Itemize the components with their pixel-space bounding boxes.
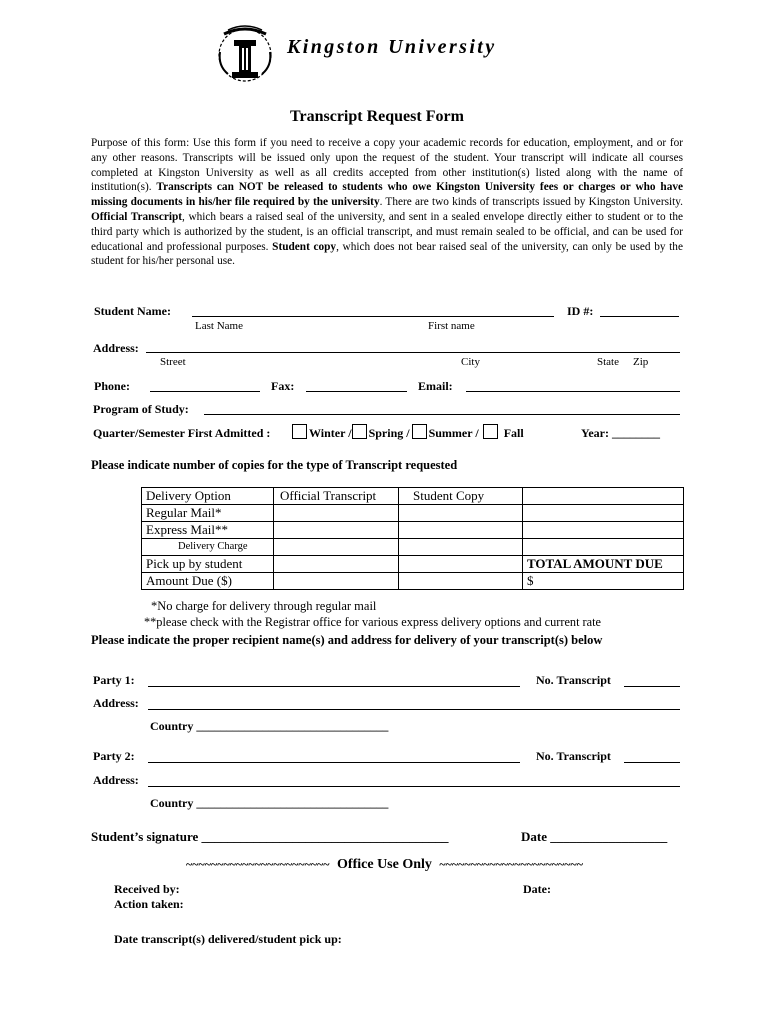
note-express-mail: **please check with the Registrar office for various express delivery options and current rate bbox=[144, 615, 601, 629]
season-options bbox=[292, 424, 524, 441]
copies-heading: Please indicate number of copies for the type of Transcript requested bbox=[91, 458, 458, 472]
purpose-text-3: , which bears a raised seal of the university, and sent in a sealed envelope directly either to student or to the third party which is authorized by the student, is an official transcript, and must remain sealed to be official, and can be used for educational and professional purposes. bbox=[91, 210, 683, 253]
party1-field[interactable] bbox=[148, 686, 520, 687]
recipient-heading: Please indicate the proper recipient name(s) and address for delivery of your transcript(s) below bbox=[91, 633, 603, 647]
charge-blank-cell bbox=[523, 539, 684, 556]
delivery-charge-label: Delivery Charge bbox=[142, 539, 274, 556]
regular-student-cell[interactable] bbox=[399, 505, 523, 522]
party1-label: Party 1: bbox=[93, 673, 135, 687]
regular-official-cell[interactable] bbox=[274, 505, 399, 522]
student-name-label: Student Name: bbox=[94, 304, 171, 318]
last-name-caption: Last Name bbox=[195, 320, 243, 332]
spring-label: Spring / bbox=[368, 426, 410, 440]
signature-date-field[interactable]: Date __________________ bbox=[521, 829, 668, 844]
year-field[interactable]: Year: ________ bbox=[581, 426, 660, 440]
purpose-bold-3: Student copy bbox=[272, 240, 337, 253]
amount-student-cell[interactable] bbox=[399, 573, 523, 590]
state-caption: State bbox=[597, 356, 619, 368]
office-use-heading bbox=[186, 857, 583, 873]
amount-due-label: Amount Due ($) bbox=[142, 573, 274, 590]
blank-header-cell bbox=[523, 488, 684, 505]
total-amount-label: TOTAL AMOUNT DUE bbox=[523, 556, 684, 573]
email-field[interactable] bbox=[466, 391, 680, 392]
express-official-cell[interactable] bbox=[274, 522, 399, 539]
office-use-title: Office Use Only bbox=[337, 857, 432, 872]
pickup-label: Pick up by student bbox=[142, 556, 274, 573]
total-amount-value[interactable]: $ bbox=[523, 573, 684, 590]
delivered-date-label: Date transcript(s) delivered/student pick up: bbox=[114, 932, 342, 946]
party2-field[interactable] bbox=[148, 762, 520, 763]
purpose-paragraph bbox=[91, 136, 683, 269]
form-title: Transcript Request Form bbox=[290, 108, 464, 125]
party2-label: Party 2: bbox=[93, 749, 135, 763]
party2-no-transcript-label: No. Transcript bbox=[536, 749, 611, 763]
student-copy-header: Student Copy bbox=[399, 488, 523, 505]
action-taken-label: Action taken: bbox=[114, 897, 184, 911]
charge-student-cell[interactable] bbox=[399, 539, 523, 556]
pickup-official-cell[interactable] bbox=[274, 556, 399, 573]
regular-mail-label: Regular Mail* bbox=[142, 505, 274, 522]
express-blank-cell bbox=[523, 522, 684, 539]
amount-official-cell[interactable] bbox=[274, 573, 399, 590]
winter-label: Winter / bbox=[309, 426, 352, 440]
copies-table bbox=[141, 487, 684, 590]
email-label: Email: bbox=[418, 379, 453, 393]
office-tilde-right: ~~~~~~~~~~~~~~~~~~~~~~~ bbox=[439, 857, 583, 871]
official-transcript-header: Official Transcript bbox=[274, 488, 399, 505]
program-field[interactable] bbox=[204, 414, 680, 415]
regular-blank-cell bbox=[523, 505, 684, 522]
id-field[interactable] bbox=[600, 316, 679, 317]
program-label: Program of Study: bbox=[93, 402, 189, 416]
zip-caption: Zip bbox=[633, 356, 649, 368]
street-caption: Street bbox=[160, 356, 186, 368]
quarter-label: Quarter/Semester First Admitted : bbox=[93, 426, 271, 440]
spring-checkbox[interactable] bbox=[352, 424, 367, 439]
express-student-cell[interactable] bbox=[399, 522, 523, 539]
fall-label: Fall bbox=[503, 426, 524, 440]
logo-seal-icon bbox=[214, 22, 276, 84]
party2-address-label: Address: bbox=[93, 773, 139, 787]
received-by-label: Received by: bbox=[114, 882, 180, 896]
office-date-label: Date: bbox=[523, 882, 551, 896]
purpose-text-4: , which does not bear raised seal of the university, can only be used by the student for his/her personal use. bbox=[91, 240, 683, 268]
summer-label: Summer / bbox=[428, 426, 479, 440]
party1-address-label: Address: bbox=[93, 696, 139, 710]
party2-country-field[interactable]: Country ________________________________ bbox=[150, 796, 389, 810]
university-logo bbox=[214, 22, 276, 84]
phone-field[interactable] bbox=[150, 391, 260, 392]
party2-no-transcript-field[interactable] bbox=[624, 762, 680, 763]
party1-address-field[interactable] bbox=[148, 709, 680, 710]
fax-label: Fax: bbox=[271, 379, 295, 393]
address-label: Address: bbox=[93, 341, 139, 355]
delivery-option-header: Delivery Option bbox=[142, 488, 274, 505]
phone-label: Phone: bbox=[94, 379, 130, 393]
charge-official-cell[interactable] bbox=[274, 539, 399, 556]
purpose-text-2: . There are two kinds of transcripts issued by Kingston University. bbox=[379, 196, 684, 209]
university-name: Kingston University bbox=[287, 36, 497, 58]
city-caption: City bbox=[461, 356, 480, 368]
party1-no-transcript-field[interactable] bbox=[624, 686, 680, 687]
pickup-student-cell[interactable] bbox=[399, 556, 523, 573]
student-name-field[interactable] bbox=[192, 316, 554, 317]
office-tilde-left: ~~~~~~~~~~~~~~~~~~~~~~~ bbox=[186, 857, 330, 871]
id-label: ID #: bbox=[567, 304, 594, 318]
student-signature-field[interactable]: Student’s signature ______________________________________ bbox=[91, 829, 449, 844]
purpose-text-1: Purpose of this form: Use this form if you need to receive a copy your academic records for education, employment, and or for any other reasons. Transcripts will be issued only upon the request of the student. Your transcript will indicate all courses completed at Kingston University as well as all credits accepted from other institution(s) listed along with the name of institution(s). bbox=[91, 137, 683, 194]
winter-checkbox[interactable] bbox=[292, 424, 307, 439]
fax-field[interactable] bbox=[306, 391, 407, 392]
address-field[interactable] bbox=[146, 352, 680, 353]
fall-checkbox[interactable] bbox=[483, 424, 498, 439]
purpose-bold-1: Transcripts can NOT be released to students who owe Kingston University fees or charges or who have missing documents in his/her file required by the university bbox=[91, 181, 684, 209]
purpose-bold-2: Official Transcript bbox=[91, 210, 183, 223]
summer-checkbox[interactable] bbox=[412, 424, 427, 439]
first-name-caption: First name bbox=[428, 320, 475, 332]
express-mail-label: Express Mail** bbox=[142, 522, 274, 539]
party1-country-field[interactable]: Country ________________________________ bbox=[150, 719, 389, 733]
note-regular-mail: *No charge for delivery through regular mail bbox=[151, 599, 377, 613]
party2-address-field[interactable] bbox=[148, 786, 680, 787]
party1-no-transcript-label: No. Transcript bbox=[536, 673, 611, 687]
